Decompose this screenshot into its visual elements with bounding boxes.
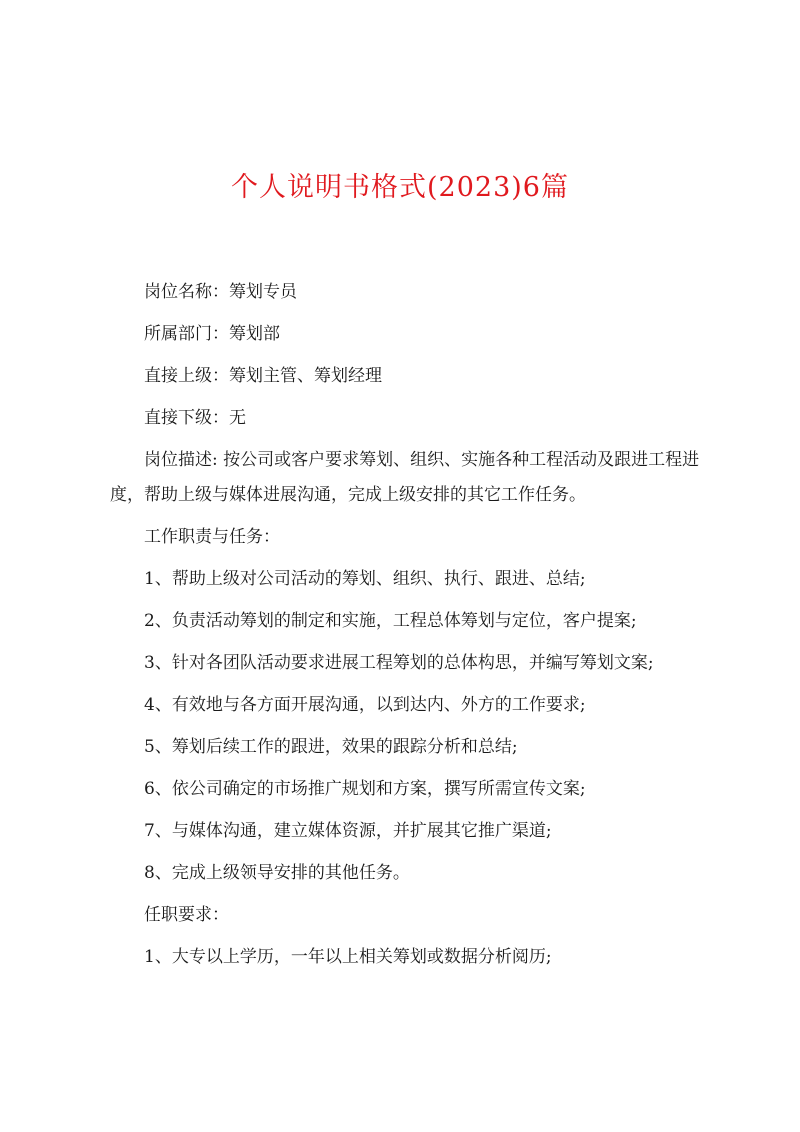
paragraph-duty-3: 3、针对各团队活动要求进展工程筹划的总体构思，并编写筹划文案; [144,653,654,673]
paragraph-requirement-1: 1、大专以上学历，一年以上相关筹划或数据分析阅历; [144,947,552,967]
paragraph-requirements-heading: 任职要求： [144,905,229,925]
paragraph-duty-1: 1、帮助上级对公司活动的筹划、组织、执行、跟进、总结; [144,569,586,589]
paragraph-duties-heading: 工作职责与任务： [144,527,280,547]
paragraph-duty-6: 6、依公司确定的市场推广规划和方案，撰写所需宣传文案; [144,779,586,799]
paragraph-duty-4: 4、有效地与各方面开展沟通，以到达内、外方的工作要求; [144,695,586,715]
paragraph-direct-superior: 直接上级：筹划主管、筹划经理 [144,366,382,386]
paragraph-position-name: 岗位名称：筹划专员 [144,282,297,302]
document-title: 个人说明书格式(2023)6篇 [231,172,569,203]
paragraph-duty-7: 7、与媒体沟通，建立媒体资源，并扩展其它推广渠道; [144,821,552,841]
paragraph-position-description: 岗位描述: 按公司或客户要求筹划、组织、实施各种工程活动及跟进工程进度，帮助上级与媒体进展沟通，完成上级安排的其它工作任务。 [110,450,700,505]
paragraph-duty-2: 2、负责活动筹划的制定和实施，工程总体筹划与定位，客户提案; [144,611,637,631]
document-body [110,282,700,989]
paragraph-department: 所属部门：筹划部 [144,324,280,344]
paragraph-duty-8: 8、完成上级领导安排的其他任务。 [144,863,410,883]
paragraph-direct-subordinate: 直接下级：无 [144,408,246,428]
paragraph-duty-5: 5、筹划后续工作的跟进，效果的跟踪分析和总结; [144,737,518,757]
